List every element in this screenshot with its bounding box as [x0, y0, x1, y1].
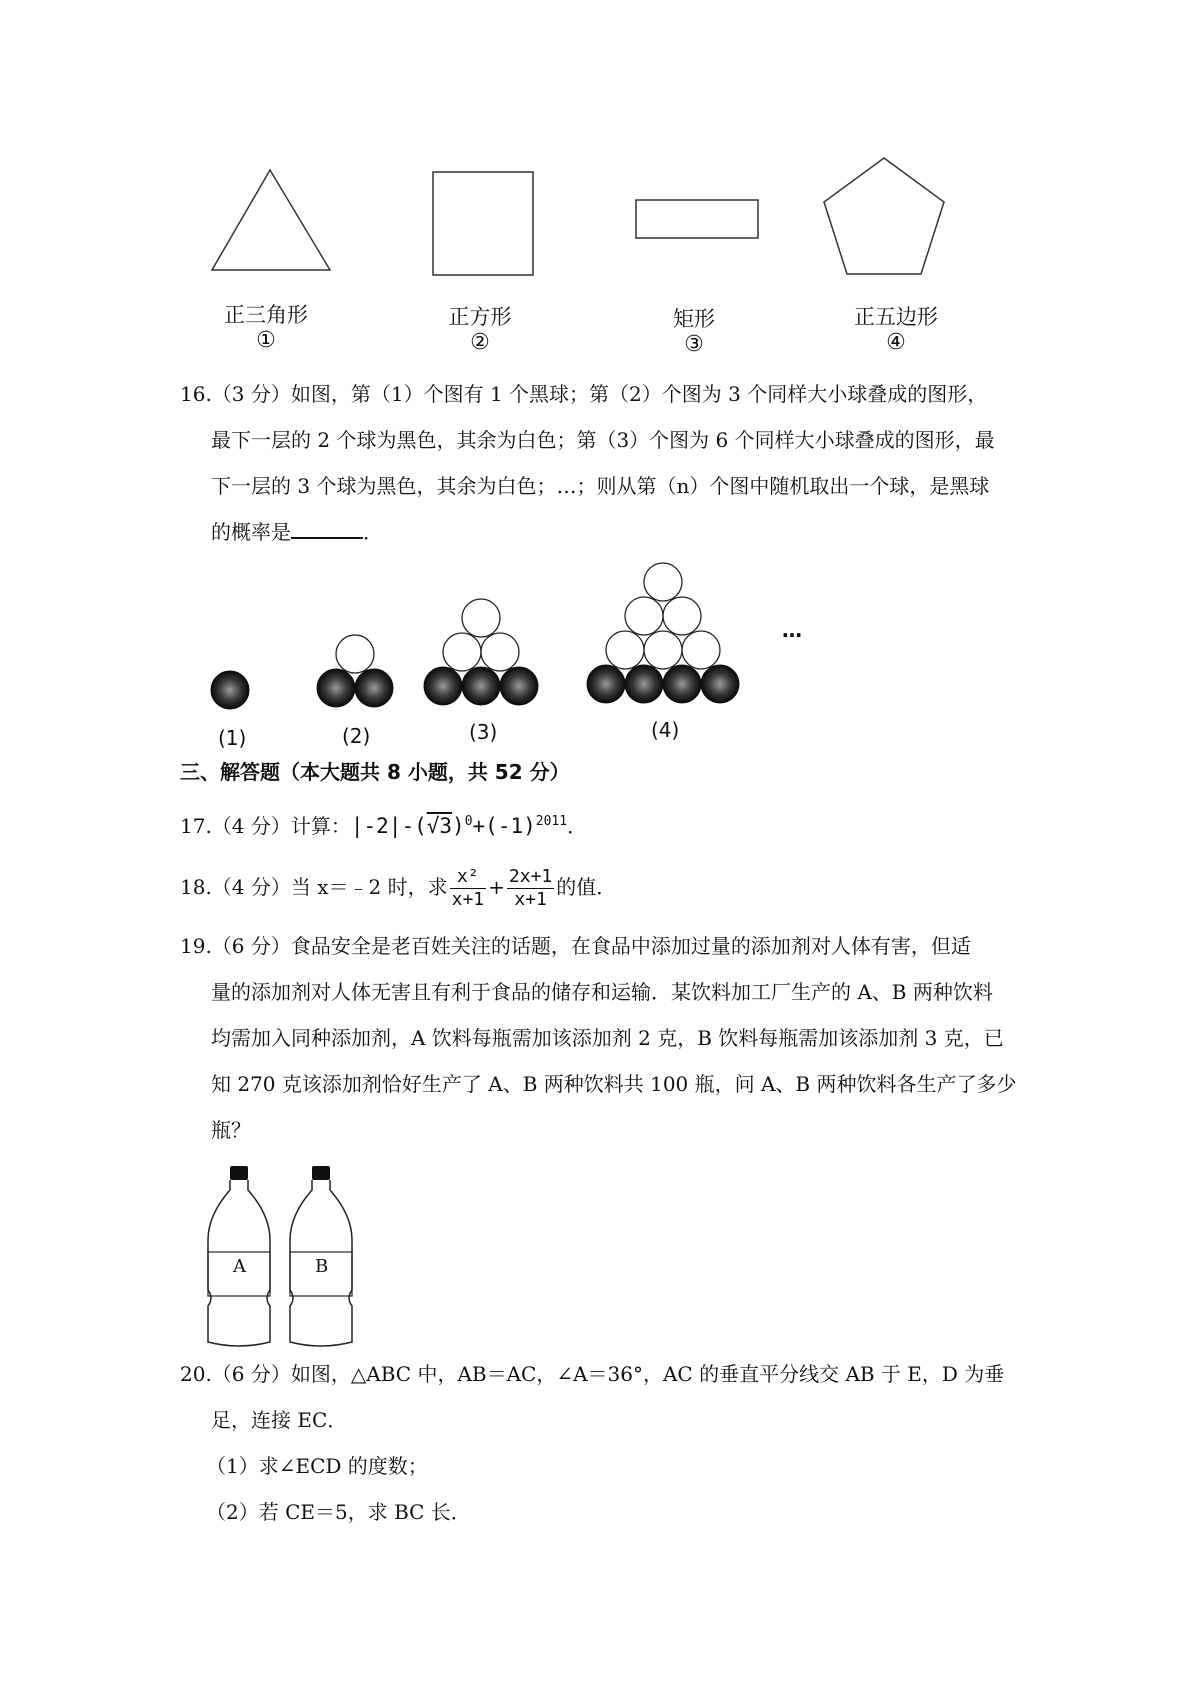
ellipsis: …: [782, 618, 802, 642]
white-ball: [644, 631, 682, 669]
ball-figure-label-3: (3): [469, 720, 498, 744]
q19-line-5: 瓶？: [211, 1118, 251, 1142]
q18-plus: +: [488, 875, 505, 899]
white-ball: [481, 633, 519, 671]
shape-label-name: 正三角形: [224, 303, 308, 327]
white-ball: [682, 631, 720, 669]
bottle-a-label: A: [233, 1256, 246, 1277]
shape-label-triangle: [196, 302, 336, 354]
q17-line: [180, 808, 587, 840]
shape-label-square: [410, 304, 550, 356]
fraction-denominator: x+1: [451, 889, 485, 910]
q17-sqrt: √3: [426, 814, 453, 838]
black-ball: [500, 667, 538, 705]
bottle-b-label: B: [315, 1256, 329, 1277]
black-ball: [663, 665, 701, 703]
q19-line-4: 知 270 克该添加剂恰好生产了 A、B 两种饮料共 100 瓶，问 A、B 两种饮料各生产了多少: [211, 1072, 1017, 1096]
q17-exponent-0: 0: [464, 814, 473, 829]
black-ball: [355, 669, 393, 707]
q18-suffix: 的值．: [556, 875, 617, 899]
q19-line-3: 均需加入同种添加剂，A 饮料每瓶需加该添加剂 2 克，B 饮料每瓶需加该添加剂 3 克，已: [211, 1026, 1004, 1050]
q19-line-1: 19.（6 分）食品安全是老百姓关注的话题，在食品中添加过量的添加剂对人体有害，但适: [180, 934, 971, 958]
q18-fraction-2: [507, 866, 554, 911]
q17-prefix: 17.（4 分）计算：: [180, 814, 351, 838]
q17-expr-b: ): [452, 814, 465, 838]
q20-line-2: 足，连接 EC．: [211, 1408, 348, 1432]
q16-line-3: 下一层的 3 个球为黑色，其余为白色；…；则从第（n）个图中随机取出一个球，是黑球: [211, 474, 990, 498]
q18-fraction-1: [450, 866, 487, 911]
q18-line: [180, 862, 616, 912]
fraction-numerator: 2x+1: [508, 866, 553, 887]
white-ball: [462, 599, 500, 637]
white-ball: [663, 597, 701, 635]
q18-prefix: 18.（4 分）当 x＝﹣2 时，求: [180, 875, 448, 899]
q16-line-2: 最下一层的 2 个球为黑色，其余为白色；第（3）个图为 6 个同样大小球叠成的图形，最: [211, 428, 995, 452]
ball-stacks-figure: [0, 540, 1200, 730]
ball-figure-label-1: (1): [218, 726, 247, 750]
q20-sub-1: （1）求∠ECD 的度数；: [206, 1454, 428, 1478]
square-shape: [433, 172, 533, 275]
black-ball: [211, 671, 249, 709]
black-ball: [424, 667, 462, 705]
black-ball: [317, 669, 355, 707]
white-ball: [443, 633, 481, 671]
shape-label-rectangle: [624, 306, 764, 358]
shape-label-number: ②: [470, 330, 490, 355]
section-3-heading: 三、解答题（本大题共 8 小题，共 52 分）: [180, 760, 570, 784]
white-ball: [606, 631, 644, 669]
q17-expr-a: |-2|-(: [350, 814, 427, 838]
rectangle-shape: [636, 200, 758, 238]
q20-line-1: 20.（6 分）如图，△ABC 中，AB＝AC，∠A＝36°，AC 的垂直平分线交 AB 于 E，D 为垂: [180, 1362, 1005, 1386]
white-ball: [644, 563, 682, 601]
q17-expression: [351, 814, 567, 838]
shape-label-name: 矩形: [673, 307, 715, 331]
ball-figure-label-4: (4): [651, 718, 680, 742]
shape-label-pentagon: [826, 304, 966, 356]
q16-line-4-suffix: ．: [363, 520, 383, 544]
q17-exponent-2011: 2011: [535, 814, 568, 829]
regular-pentagon-shape: [824, 158, 944, 274]
q20-sub-2: （2）若 CE＝5，求 BC 长．: [206, 1500, 471, 1524]
shape-label-name: 正五边形: [854, 305, 938, 329]
white-ball: [336, 635, 374, 673]
shapes-figure: [0, 0, 1200, 300]
white-ball: [625, 597, 663, 635]
fraction-denominator: x+1: [514, 889, 547, 910]
q16-line-1: 16.（3 分）如图，第（1）个图有 1 个黑球；第（2）个图为 3 个同样大小球叠成的图形，: [180, 382, 988, 406]
black-ball: [701, 665, 739, 703]
shape-label-number: ③: [684, 332, 704, 357]
bottles-figure: [200, 1160, 370, 1350]
black-ball: [625, 665, 663, 703]
q19-line-2: 量的添加剂对人体无害且有利于食品的储存和运输．某饮料加工厂生产的 A、B 两种饮料: [211, 980, 993, 1004]
q17-suffix: ．: [567, 814, 588, 838]
shape-label-name: 正方形: [448, 305, 512, 329]
black-ball: [462, 667, 500, 705]
fraction-numerator: x²: [450, 866, 487, 889]
ball-figure-label-2: (2): [342, 724, 371, 748]
q16-line-4-prefix: 的概率是: [211, 520, 291, 544]
shape-label-number: ④: [886, 330, 906, 355]
shape-label-number: ①: [256, 328, 276, 353]
equilateral-triangle-shape: [212, 170, 330, 270]
q17-expr-c: +(-1): [472, 814, 536, 838]
black-ball: [587, 665, 625, 703]
answer-blank: [291, 519, 363, 539]
